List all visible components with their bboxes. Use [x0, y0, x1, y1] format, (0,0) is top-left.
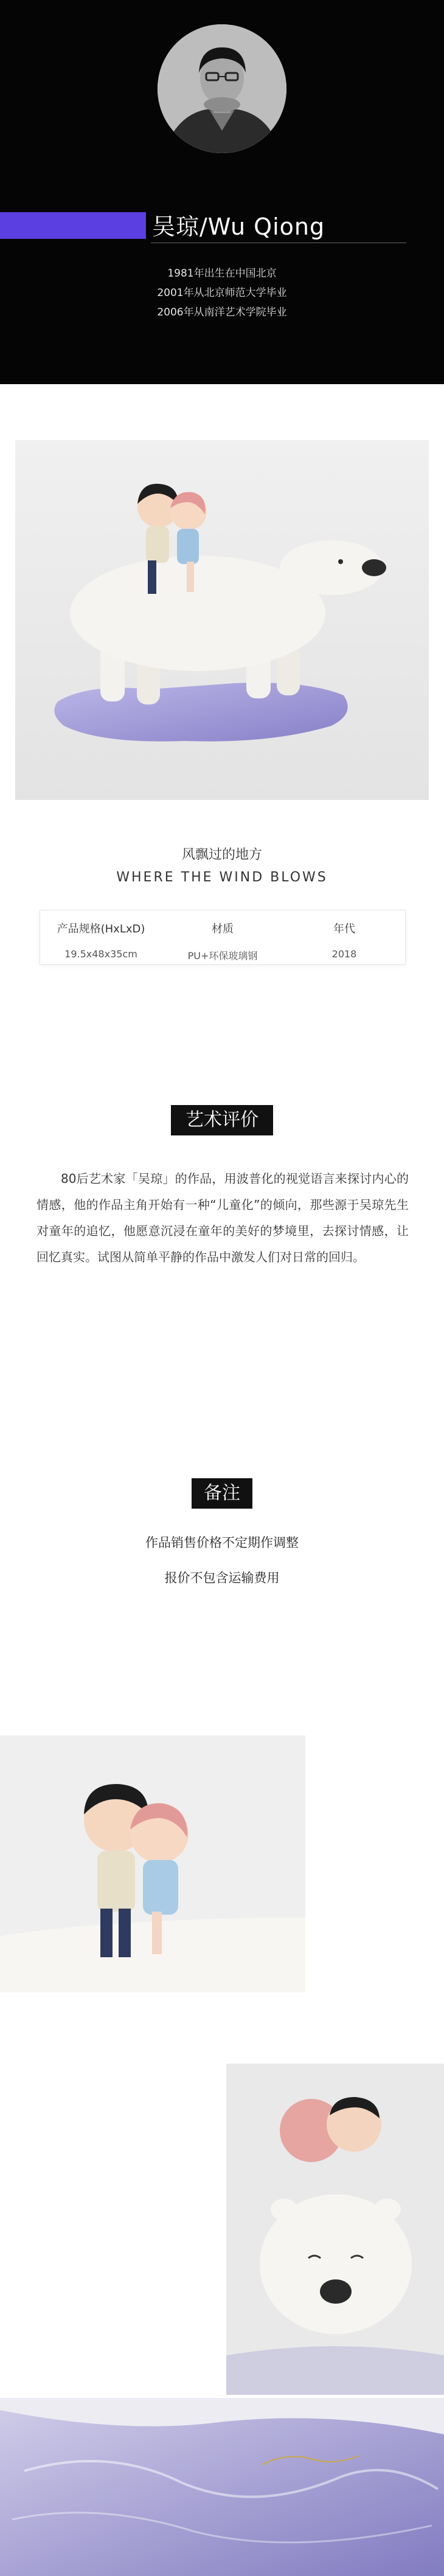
note-item: 报价不包含运输费用	[164, 1571, 280, 1585]
detail-photo-ice-base	[0, 2398, 444, 2576]
bio-line: 2006年从南洋艺术学院毕业	[157, 306, 287, 319]
spec-dimensions	[40, 911, 162, 964]
artist-name: 吴琼/Wu Qiong	[152, 213, 325, 240]
product-title-en: WHERE THE WIND BLOWS	[116, 870, 328, 885]
ice-base-image	[0, 2398, 444, 2576]
notes-heading: 备注	[192, 1478, 252, 1509]
product-photo-main	[15, 440, 429, 800]
artist-portrait	[158, 24, 286, 153]
spec-label: 年代	[333, 923, 355, 935]
spec-value: 2018	[331, 948, 357, 960]
artist-portrait-image	[158, 24, 286, 153]
accent-bar	[0, 212, 146, 239]
kids-closeup-image	[0, 1735, 305, 1992]
artist-bio	[0, 264, 444, 322]
spec-material	[162, 911, 283, 964]
product-specs-table	[40, 910, 406, 965]
critique-heading: 艺术评价	[171, 1105, 273, 1135]
spec-year	[283, 911, 405, 964]
spec-label: 产品规格(HxLxD)	[57, 923, 145, 935]
spec-label: 材质	[212, 923, 234, 935]
bear-front-image	[226, 2064, 444, 2395]
detail-photo-bear-front	[226, 2064, 444, 2395]
spec-value: 19.5x48x35cm	[64, 948, 137, 960]
note-item: 作品销售价格不定期作调整	[145, 1535, 299, 1550]
bio-line: 1981年出生在中国北京	[167, 267, 277, 280]
critique-text: 80后艺术家「吴琼」的作品，用波普化的视觉语言来探讨内心的情感，他的作品主角开始有一种“儿童化”的倾向，那些源于吴琼先生对童年的追忆，他愿意沉浸在童年的美好的梦境里，去探讨情感，让回忆真实。试图从简单平静的作品中激发人们对日常的回归。	[36, 1171, 409, 1264]
product-title-cn: 风飘过的地方	[181, 847, 262, 863]
detail-photo-kids	[0, 1735, 305, 1992]
spec-value: PU+环保玻璃钢	[187, 950, 258, 962]
sculpture-image	[15, 440, 429, 800]
bio-line: 2001年从北京师范大学毕业	[157, 287, 287, 299]
